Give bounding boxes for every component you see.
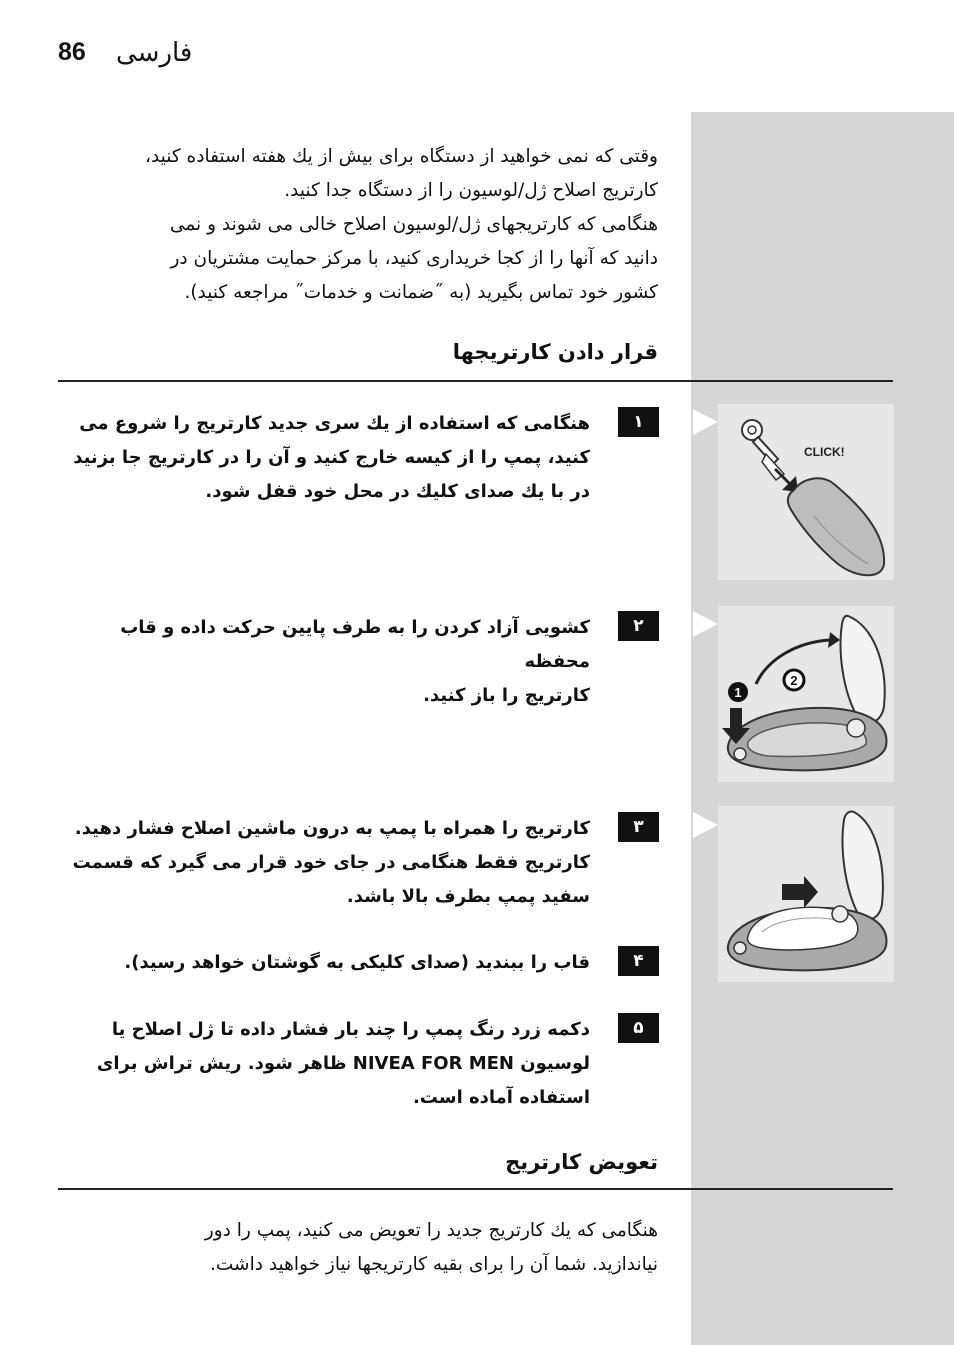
step-5-text	[50, 1013, 590, 1115]
illustration-insert-cartridge	[718, 806, 894, 982]
step-line: کارتریج فقط هنگامی در جای خود قرار می گیرد که قسمت	[72, 852, 590, 873]
callout-2: 2	[790, 673, 798, 688]
step-line: کارتریج را همراه با پمپ به درون ماشین اصلاح فشار دهید.	[74, 818, 590, 839]
step-line: دکمه زرد رنگ پمپ را چند بار فشار داده تا ژل اصلاح یا	[111, 1019, 590, 1040]
step-line: لوسیون NIVEA FOR MEN ظاهر شود. ریش تراش برای	[96, 1053, 590, 1074]
step-2-text	[50, 611, 590, 713]
step-line: سفید پمپ بطرف بالا باشد.	[346, 886, 590, 907]
illustration-pump-insert	[718, 404, 894, 580]
closing-line: نیاندازید. شما آن را برای بقیه کارتریجها نیاز خواهید داشت.	[210, 1254, 658, 1275]
section-divider	[58, 380, 893, 382]
pointer-arrow	[693, 409, 718, 435]
step-1-text	[50, 407, 590, 509]
pump-insert-drawing	[718, 404, 894, 580]
intro-line: وقتی که نمی خواهید از دستگاه برای بیش از یك هفته استفاده کنید،	[145, 146, 658, 167]
step-2-badge: ٢	[618, 611, 659, 641]
step-line: کشویی آزاد کردن را به طرف پایین حرکت داده و قاب محفظه	[120, 617, 590, 672]
intro-line: کارتریج اصلاح ژل/لوسیون را از دستگاه جدا کنید.	[284, 180, 658, 201]
step-line: کارتریج را باز کنید.	[423, 685, 590, 706]
click-label: CLICK!	[804, 445, 845, 459]
callout-1: 1	[734, 685, 742, 700]
step-3-text	[50, 812, 590, 914]
intro-line: دانید که آنها را از کجا خریداری کنید، با مرکز حمایت مشتریان در	[170, 248, 658, 269]
illustration-open-compartment	[718, 606, 894, 782]
page-number: 86	[58, 38, 86, 66]
step-3-badge: ٣	[618, 812, 659, 842]
language-label: فارسی	[116, 38, 193, 68]
step-4-badge: ۴	[618, 946, 659, 976]
step-line: استفاده آماده است.	[412, 1087, 590, 1108]
closing-paragraph	[58, 1214, 658, 1282]
insert-cartridge-drawing	[718, 806, 894, 982]
step-line: قاب را ببندید (صدای کلیکی به گوشتان خواهد رسید).	[124, 952, 590, 973]
intro-line: هنگامی که کارتریجهای ژل/لوسیون اصلاح خالی می شوند و نمی	[169, 214, 658, 235]
step-line: کنید، پمپ را از کیسه خارج کنید و آن را در کارتریج جا بزنید	[73, 447, 590, 468]
step-line: در با یك صدای کلیك در محل خود قفل شود.	[205, 481, 590, 502]
intro-paragraph	[58, 140, 658, 310]
step-5-badge: ۵	[618, 1013, 659, 1043]
closing-line: هنگامی که یك کارتریج جدید را تعویض می کنید، پمپ را دور	[204, 1220, 658, 1241]
section-divider	[58, 1188, 893, 1190]
step-4-text	[50, 946, 590, 980]
section-heading-insert: قرار دادن کارتریجها	[452, 340, 658, 364]
intro-line: کشور خود تماس بگیرید (به ˝ضمانت و خدمات˝ مراجعه کنید).	[184, 282, 658, 303]
pointer-arrow	[693, 812, 718, 838]
section-heading-replace: تعویض کارتریج	[505, 1150, 658, 1174]
step-line: هنگامی که استفاده از یك سری جدید کارتریج را شروع می	[79, 413, 590, 434]
open-compartment-drawing	[718, 606, 894, 782]
step-1-badge: ١	[618, 407, 659, 437]
pointer-arrow	[693, 611, 718, 637]
